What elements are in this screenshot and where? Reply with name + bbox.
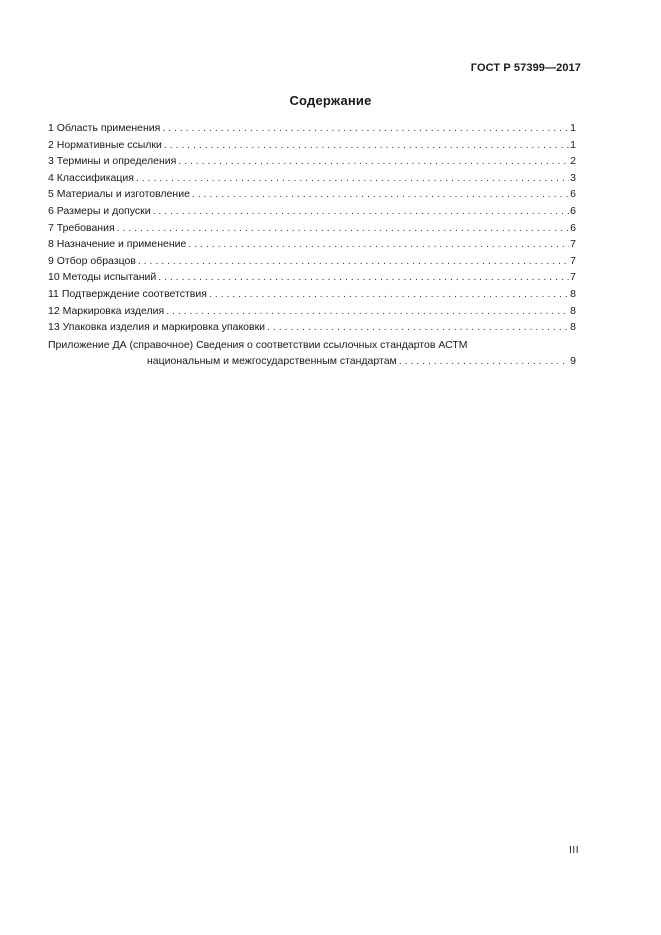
- toc-item[interactable]: [48, 220, 576, 237]
- toc-item[interactable]: [48, 303, 576, 320]
- toc-leader-dots: [188, 236, 569, 253]
- toc-appendix-item[interactable]: [48, 337, 576, 370]
- toc-item-label: 9 Отбор образцов: [48, 254, 136, 267]
- toc-leader-dots: [117, 220, 570, 237]
- toc-item-label: 12 Маркировка изделия: [48, 304, 165, 317]
- toc-item[interactable]: [48, 170, 576, 187]
- toc-leader-dots: [162, 120, 569, 137]
- toc-item-label: 7 Требования: [48, 221, 115, 234]
- toc-item[interactable]: [48, 253, 576, 270]
- toc-item-page: 6: [570, 221, 576, 234]
- toc-item-page: 7: [570, 254, 576, 267]
- toc-leader-dots: [178, 153, 569, 170]
- toc-item[interactable]: [48, 186, 576, 203]
- toc-leader-dots: [164, 137, 569, 154]
- toc-item-label: 4 Классификация: [48, 171, 134, 184]
- toc-item-page: 3: [570, 171, 576, 184]
- toc-item-label: 8 Назначение и применение: [48, 238, 187, 251]
- toc-leader-dots: [399, 353, 569, 370]
- toc-leader-dots: [153, 203, 570, 220]
- toc-item-page: 7: [570, 271, 576, 284]
- toc-leader-dots: [138, 253, 569, 270]
- table-of-contents: [48, 120, 576, 370]
- toc-appendix-label-line1: Приложение ДА (справочное) Сведения о соответствии ссылочных стандартов АСТМ: [48, 338, 468, 351]
- toc-leader-dots: [267, 319, 569, 336]
- toc-item-page: 6: [570, 204, 576, 217]
- toc-item[interactable]: [48, 286, 576, 303]
- toc-item[interactable]: [48, 269, 576, 286]
- toc-item[interactable]: [48, 153, 576, 170]
- toc-item-page: 8: [570, 287, 576, 300]
- toc-item-page: 6: [570, 188, 576, 201]
- toc-item-label: 10 Методы испытаний: [48, 271, 157, 284]
- toc-item[interactable]: [48, 120, 576, 137]
- toc-item-label: 2 Нормативные ссылки: [48, 138, 162, 151]
- toc-item-label: 13 Упаковка изделия и маркировка упаковки: [48, 321, 266, 334]
- toc-item-page: 8: [570, 304, 576, 317]
- toc-appendix-label-line2: национальным и межгосударственным стандартам: [147, 355, 397, 368]
- toc-item[interactable]: [48, 236, 576, 253]
- toc-leader-dots: [166, 303, 569, 320]
- toc-leader-dots: [192, 186, 569, 203]
- toc-item-label: 11 Подтверждение соответствия: [48, 287, 207, 300]
- toc-appendix-page: 9: [570, 355, 576, 368]
- toc-item-label: 5 Материалы и изготовление: [48, 188, 190, 201]
- toc-item[interactable]: [48, 319, 576, 336]
- toc-item-label: 1 Область применения: [48, 122, 161, 134]
- standard-code: ГОСТ Р 57399—2017: [470, 62, 581, 74]
- toc-item-page: 8: [570, 321, 576, 334]
- toc-item-page: 2: [570, 155, 576, 168]
- toc-item-page: 1: [570, 138, 576, 151]
- toc-item-label: 6 Размеры и допуски: [48, 204, 151, 217]
- toc-leader-dots: [209, 286, 569, 303]
- page-number: III: [569, 845, 579, 856]
- toc-appendix-label-line2-row: [48, 353, 576, 370]
- toc-item-label: 3 Термины и определения: [48, 155, 177, 168]
- toc-leader-dots: [158, 269, 569, 286]
- toc-item-page: 1: [570, 122, 576, 134]
- toc-title: Содержание: [289, 93, 372, 108]
- toc-item[interactable]: [48, 137, 576, 154]
- toc-leader-dots: [136, 170, 569, 187]
- toc-item[interactable]: [48, 203, 576, 220]
- toc-item-page: 7: [570, 238, 576, 251]
